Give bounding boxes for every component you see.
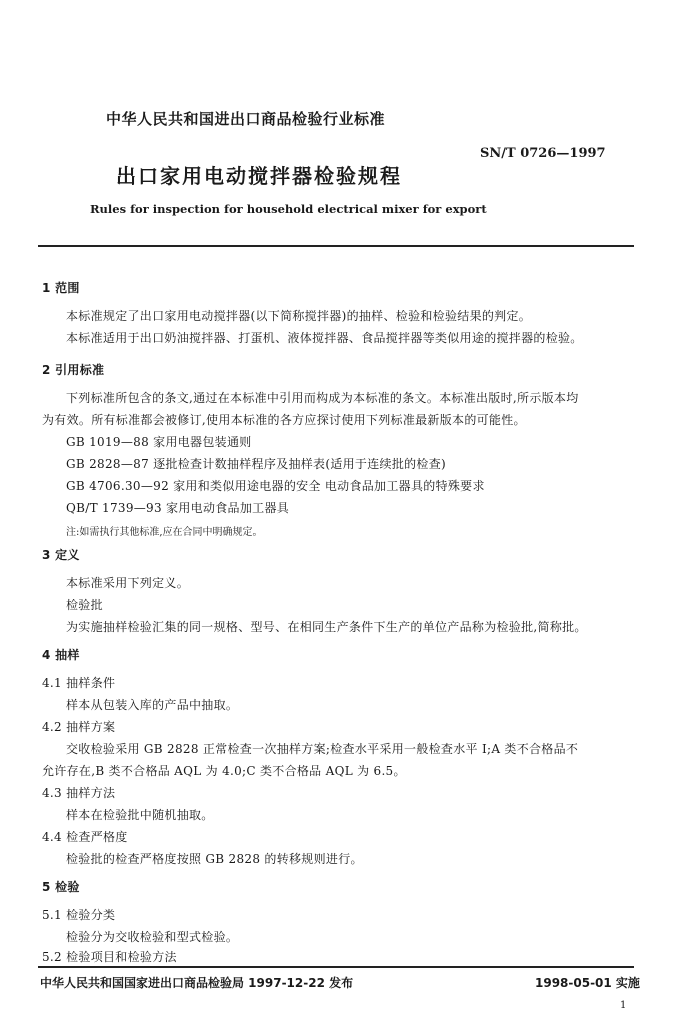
subsection-heading: 4.4 检查严格度: [42, 830, 128, 844]
definition-term: 检验批: [66, 598, 103, 612]
header-divider: [38, 245, 634, 247]
subsection-paragraph: 交收检验采用 GB 2828 正常检查一次抽样方案;检查水平采用一般检查水平 Ⅰ;A 类不合格品不: [66, 742, 579, 756]
reference-item: GB 2828—87 逐批检查计数抽样程序及抽样表(适用于连续批的检查): [66, 457, 447, 471]
section-1-paragraph: 本标准适用于出口奶油搅拌器、打蛋机、液体搅拌器、食品搅拌器等类似用途的搅拌器的检验。: [66, 331, 583, 345]
page-number: 1: [620, 1000, 627, 1011]
section-2-paragraph: 下列标准所包含的条文,通过在本标准中引用而构成为本标准的条文。本标准出版时,所示版本均: [66, 391, 579, 405]
document-title-en: Rules for inspection for household electrical mixer for export: [90, 202, 487, 216]
issuing-authority-line: 中华人民共和国进出口商品检验行业标准: [106, 110, 386, 128]
section-2-heading: 2 引用标准: [42, 363, 105, 377]
section-3-heading: 3 定义: [42, 548, 80, 562]
subsection-heading: 5.1 检验分类: [42, 908, 116, 922]
section-1-heading: 1 范围: [42, 281, 80, 295]
section-5-heading: 5 检验: [42, 880, 80, 894]
reference-item: QB/T 1739—93 家用电动食品加工器具: [66, 501, 290, 515]
subsection-paragraph: 允许存在,B 类不合格品 AQL 为 4.0;C 类不合格品 AQL 为 6.5。: [42, 764, 406, 778]
subsection-heading: 4.1 抽样条件: [42, 676, 116, 690]
standard-number: SN/T 0726—1997: [480, 146, 606, 161]
section-3-paragraph: 本标准采用下列定义。: [66, 576, 190, 590]
footer-divider: [38, 966, 634, 968]
subsection-heading: 4.3 抽样方法: [42, 786, 116, 800]
reference-item: GB 4706.30—92 家用和类似用途电器的安全 电动食品加工器具的特殊要求: [66, 479, 485, 493]
subsection-paragraph: 样本从包装入库的产品中抽取。: [66, 698, 239, 712]
definition-text: 为实施抽样检验汇集的同一规格、型号、在相同生产条件下生产的单位产品称为检验批,简称批。: [66, 620, 587, 634]
section-2-note: 注:如需执行其他标准,应在合同中明确规定。: [66, 527, 263, 538]
section-1-paragraph: 本标准规定了出口家用电动搅拌器(以下简称搅拌器)的抽样、检验和检验结果的判定。: [66, 309, 532, 323]
subsection-heading: 4.2 抽样方案: [42, 720, 116, 734]
effective-date-line: 1998-05-01 实施: [535, 976, 640, 990]
subsection-heading: 5.2 检验项目和检验方法: [42, 950, 177, 964]
reference-item: GB 1019—88 家用电器包装通则: [66, 435, 252, 449]
subsection-paragraph: 检验分为交收检验和型式检验。: [66, 930, 239, 944]
section-2-paragraph: 为有效。所有标准都会被修订,使用本标准的各方应探讨使用下列标准最新版本的可能性。: [42, 413, 526, 427]
section-4-heading: 4 抽样: [42, 648, 80, 662]
subsection-paragraph: 检验批的检查严格度按照 GB 2828 的转移规则进行。: [66, 852, 363, 866]
subsection-paragraph: 样本在检验批中随机抽取。: [66, 808, 214, 822]
issue-date-line: 中华人民共和国国家进出口商品检验局 1997-12-22 发布: [40, 976, 354, 990]
document-title-cn: 出口家用电动搅拌器检验规程: [116, 164, 402, 188]
